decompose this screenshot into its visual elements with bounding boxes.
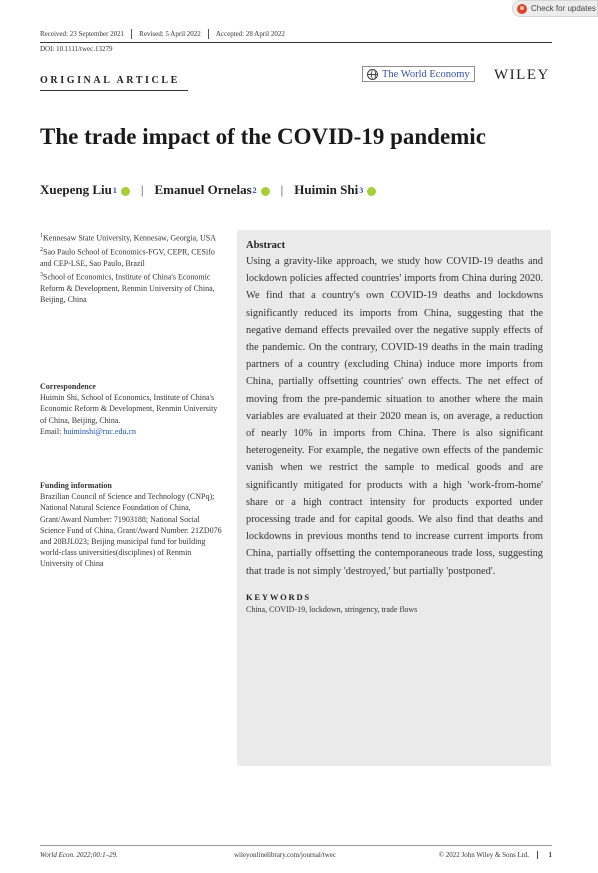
accepted-date: Accepted: 28 April 2022 xyxy=(208,29,292,39)
author-list xyxy=(40,182,376,198)
affiliation-item: $^2$Sao Paulo School of Economics-FGV, CEPR, CESifo and CEP-LSE, Sao Paulo, Brazil xyxy=(40,246,215,268)
footer-rule xyxy=(40,845,552,846)
orcid-icon[interactable] xyxy=(121,187,130,196)
doi[interactable]: DOI: 10.1111/twec.13279 xyxy=(40,45,113,53)
check-for-updates-button[interactable] xyxy=(512,0,598,17)
orcid-icon[interactable] xyxy=(367,187,376,196)
keywords-heading: KEYWORDS xyxy=(246,591,311,602)
revised-date: Revised: 5 April 2022 xyxy=(131,29,208,39)
correspondence-section xyxy=(40,381,224,437)
journal-badge[interactable] xyxy=(362,66,475,82)
header-rule xyxy=(40,42,552,43)
correspondence-text: Huimin Shi, School of Economics, Institute of China's Economic Reform & Development, Renmin University of China, Beijing, China. xyxy=(40,393,218,425)
email-link[interactable]: huiminshi@ruc.edu.cn xyxy=(63,426,137,436)
article-title: The trade impact of the COVID-19 pandemic xyxy=(40,124,486,149)
article-type: ORIGINAL ARTICLE xyxy=(40,75,180,86)
funding-text: Brazilian Council of Science and Technology (CNPq); National Natural Science Foundation of China, Grant/Award Number: 71903188; National Social Science Fund of China, Grant/Award Number: 21ZD076 and 20BJL023; Beijing municipal fund for building world-class universities(disciplines) of Renmin University of China xyxy=(40,492,222,569)
funding-section xyxy=(40,480,224,570)
footer-copyright: © 2022 John Wiley & Sons Ltd. xyxy=(370,851,538,859)
crossmark-icon xyxy=(517,4,527,14)
affiliation-item: $^1$Kennesaw State University, Kennesaw, Georgia, USA xyxy=(40,233,216,243)
footer-url[interactable]: wileyonlinelibrary.com/journal/twec xyxy=(234,851,336,859)
publisher-logo: WILEY xyxy=(494,67,550,83)
globe-icon xyxy=(367,69,378,80)
received-date: Received: 23 September 2021 xyxy=(40,30,125,38)
author-affiliation-mark[interactable]: 3 xyxy=(359,185,364,195)
abstract-box xyxy=(237,230,551,766)
author-separator: | xyxy=(280,182,284,197)
footer-citation: World Econ. 2022;00:1–29. xyxy=(40,851,118,859)
affiliations xyxy=(40,231,224,306)
funding-heading: Funding information xyxy=(40,481,112,490)
author-separator: | xyxy=(140,182,144,197)
journal-name: The World Economy xyxy=(382,68,470,80)
page-footer xyxy=(40,851,552,859)
page-number: 1 xyxy=(548,851,552,859)
author-name[interactable]: Xuepeng Liu xyxy=(40,182,112,197)
orcid-icon[interactable] xyxy=(261,187,270,196)
abstract-text: Using a gravity-like approach, we study how COVID-19 deaths and lockdown policies affected countries' imports from China during 2020. We find that a country's own COVID-19 deaths and lockdowns significantly reduced its imports from China, suggesting that the negative demand effects prevailed over the negative supply effects of the pandemic. On the contrary, COVID-19 deaths in the main trading partners of a country (excluding China) induce more imports from China, partially offsetting countries' own effects. The net effect of moving from the pre-pandemic situation to another where the main variables are evaluated at their 2020 mean is, on average, a reduction of nearly 10% in imports from China. There is also significant heterogeneity. For example, the negative own effects of the pandemic vanish when we restrict the sample to medical goods and are significantly mitigated for products with a high 'work-from-home' share or a high contract intensity for products exported under processing trade and for capital goods. We also find that deaths and lockdowns in previous months tend to increase current imports from China, partially offsetting the contemporaneous trade loss, suggesting that trade is not simply 'destroyed,' but partially 'postponed'. xyxy=(246,256,543,577)
author-affiliation-mark[interactable]: 1 xyxy=(112,185,117,195)
check-for-updates-label: Check for updates xyxy=(531,4,596,13)
author-name[interactable]: Huimin Shi xyxy=(294,182,359,197)
author-name[interactable]: Emanuel Ornelas xyxy=(154,182,252,197)
article-type-rule xyxy=(40,90,188,91)
keywords-list: China, COVID-19, lockdown, stringency, trade flows xyxy=(246,604,418,614)
email-label: Email: xyxy=(40,426,64,436)
correspondence-heading: Correspondence xyxy=(40,382,96,391)
affiliation-item: $^3$School of Economics, Institute of China's Economic Reform & Development, Renmin University of China, Beijing, China xyxy=(40,271,215,304)
author-affiliation-mark[interactable]: 2 xyxy=(252,185,257,195)
abstract-heading: Abstract xyxy=(246,240,286,251)
article-dates xyxy=(40,29,292,39)
